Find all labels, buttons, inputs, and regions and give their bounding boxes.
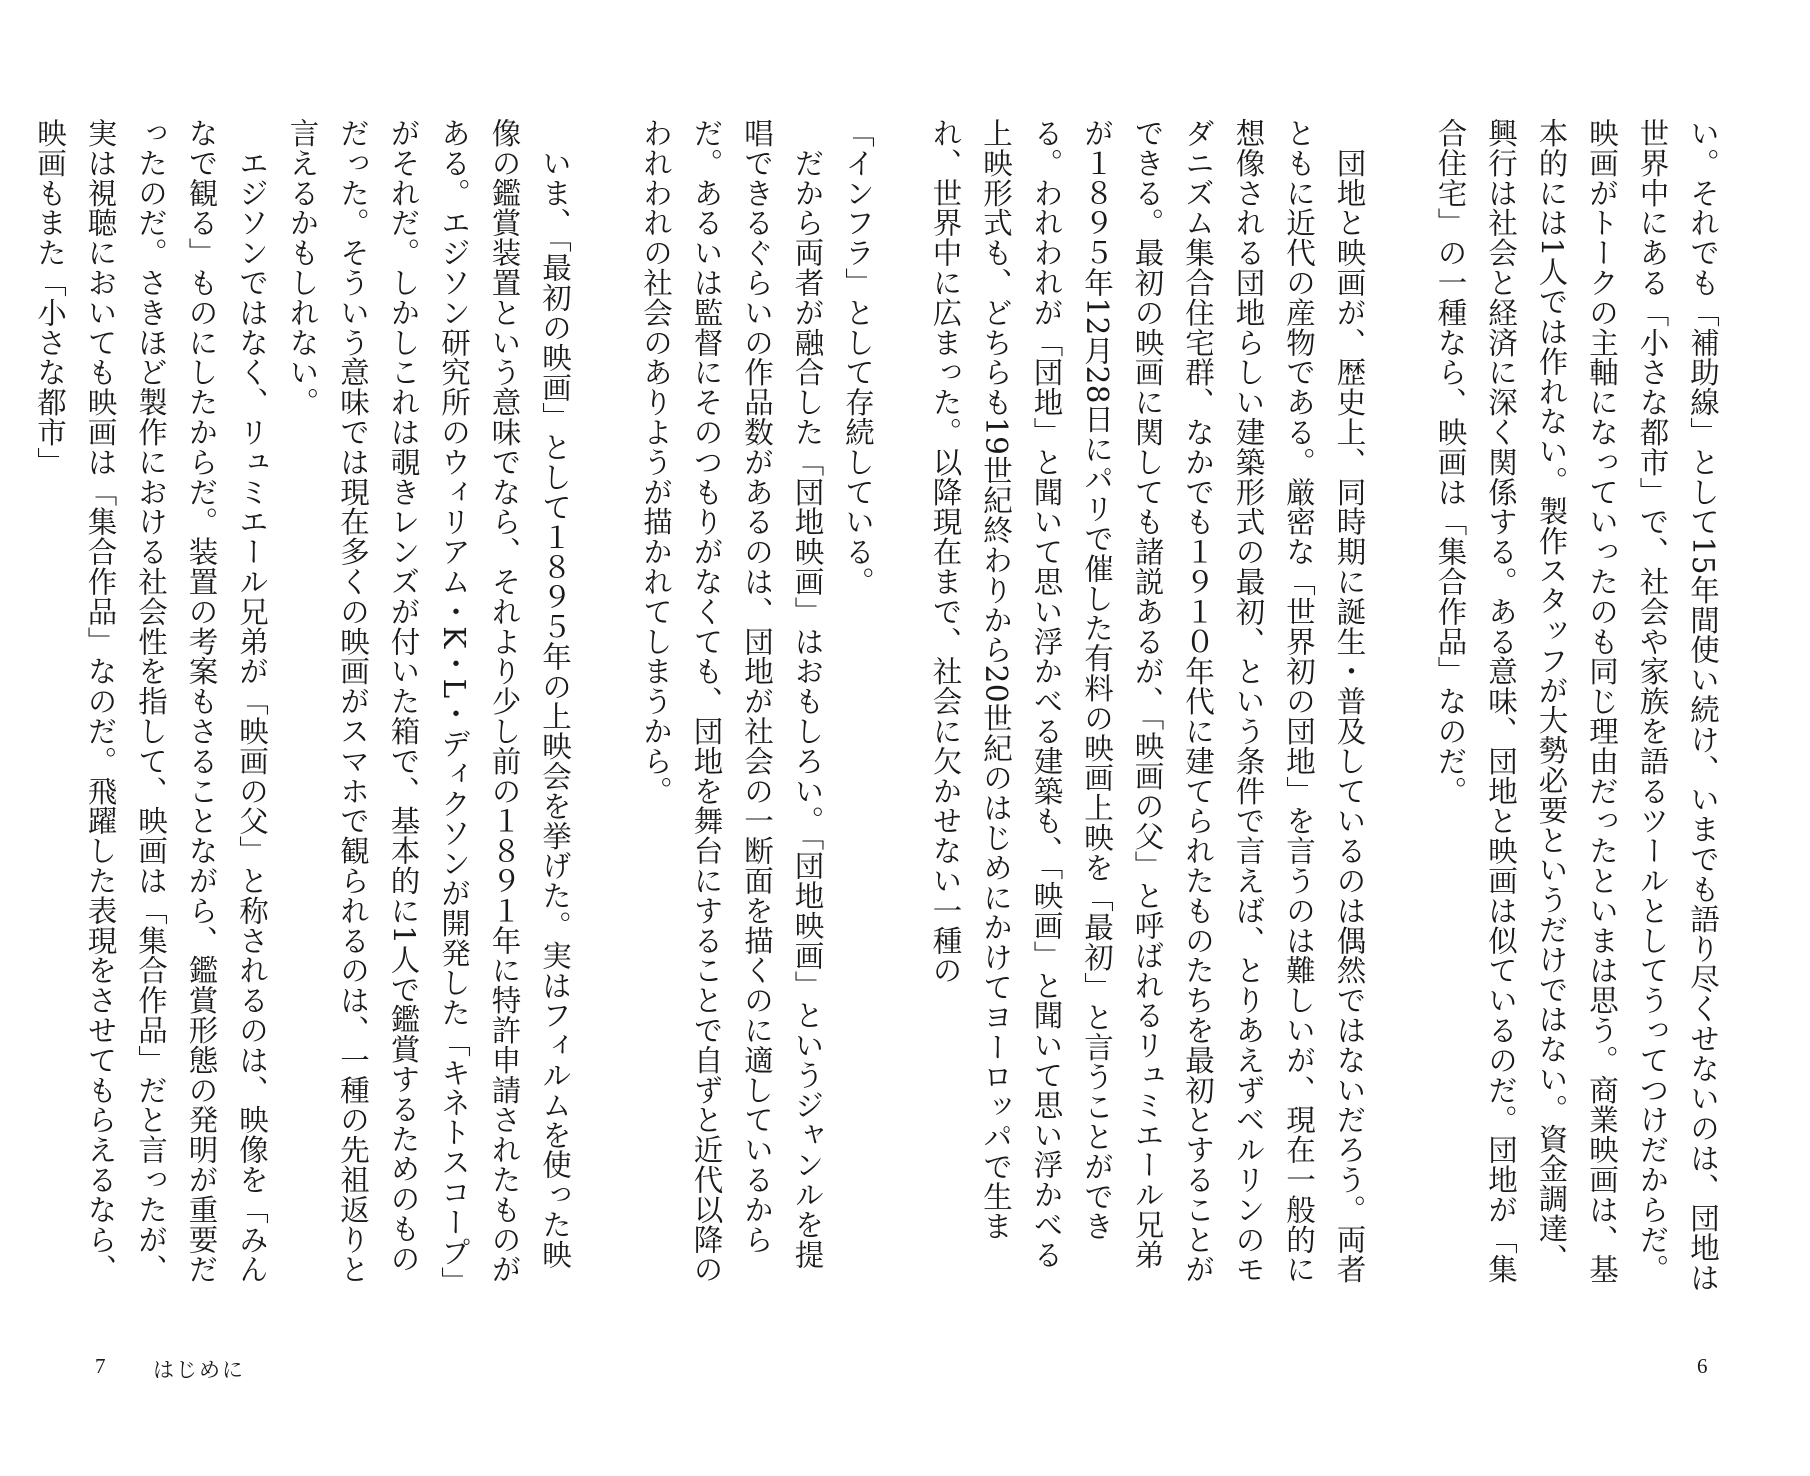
paragraph: エジソンではなく、リュミエール兄弟が「映画の父」と称されるのは、映像を「みんなで観る」ものにしたからだ。装置の考案もさることながら、鑑賞形態の発明が重要だったのだ。さきほど製作における社会性を指して、映画は「集合作品」だと言ったが、実は視聴においても映画は「集合作品」なのだ。飛躍した表現をさせてもらえるなら、映画もまた「小さな都市」 [33,118,269,1285]
paragraph: 団地と映画が、歴史上、同時期に誕生・普及しているのは偶然ではないだろう。両者ともに近代の産物である。厳密な「世界初の団地」を言うのは難しいが、現在一般的に想像される団地らしい建築形式の最初、という条件で言えば、とりあえずベルリンのモダニズム集合住宅群、なかでも１９１０年代に建てられたものたちを最初とすることができる。最初の映画に関しても諸説あるが、「映画の父」と呼ばれるリュミエール兄弟が１８９５年12月28日にパリで催した有料の映画上映を「最初」と言うことができる。われわれが「団地」と聞いて思い浮かべる建築も、「映画」と聞いて思い浮かべる上映形式も、どちらも19世紀終わりから20世紀のはじめにかけてヨーロッパで生まれ、世界中に広まった。以降現在まで、社会に欠かせない一種の [928,118,1367,1285]
paragraph: い。それでも「補助線」として15年間使い続け、いまでも語り尽くせないのは、団地は世界中にある「小さな都市」で、社会や家族を語るツールとしてうってつけだからだ。映画がトークの主軸になっていったのも同じ理由だったといまは思う。商業映画は、基本的には1人では作れない。製作スタッフが大勢必要というだけではない。資金調達、興行は社会と経済に深く関係する。ある意味、団地と映画は似ているのだ。団地が「集合住宅」の一種なら、映画は「集合作品」なのだ。 [1433,118,1720,1293]
page-7-body-text [33,118,883,1298]
page-number-7: 7 [95,1354,106,1378]
paragraph: いま、「最初の映画」として１８９５年の上映会を挙げた。実はフィルムを使った映像の鑑賞装置という意味でなら、それより少し前の１８９１年に特許申請されたものがある。エジソン研究所のウィリアム・K・L・ディクソンが開発した「キネトスコープ」がそれだ。しかしこれは覗きレンズが付いた箱で、基本的に1人で鑑賞するためのものだった。そういう意味では現在多くの映画がスマホで観られるのは、一種の先祖返りと言えるかもしれない。 [285,118,572,1297]
paragraph: 「インフラ」として存続している。 [841,118,875,597]
page-6-body-text [928,118,1728,1298]
paragraph-break [580,118,631,1298]
paragraph: だから両者が融合した「団地映画」はおもしろい。「団地映画」というジャンルを提唱できるぐらいの作品数があるのは、団地が社会の一断面を描くのに適しているからだ。あるいは監督にそのつもりがなくても、団地を舞台にすることで自ずと近代以降のわれわれの社会のありようが描かれてしまうから。 [639,118,825,1285]
paragraph-break [1375,118,1426,1298]
running-head: はじめに [153,1358,245,1382]
page-number-6: 6 [1697,1354,1708,1378]
